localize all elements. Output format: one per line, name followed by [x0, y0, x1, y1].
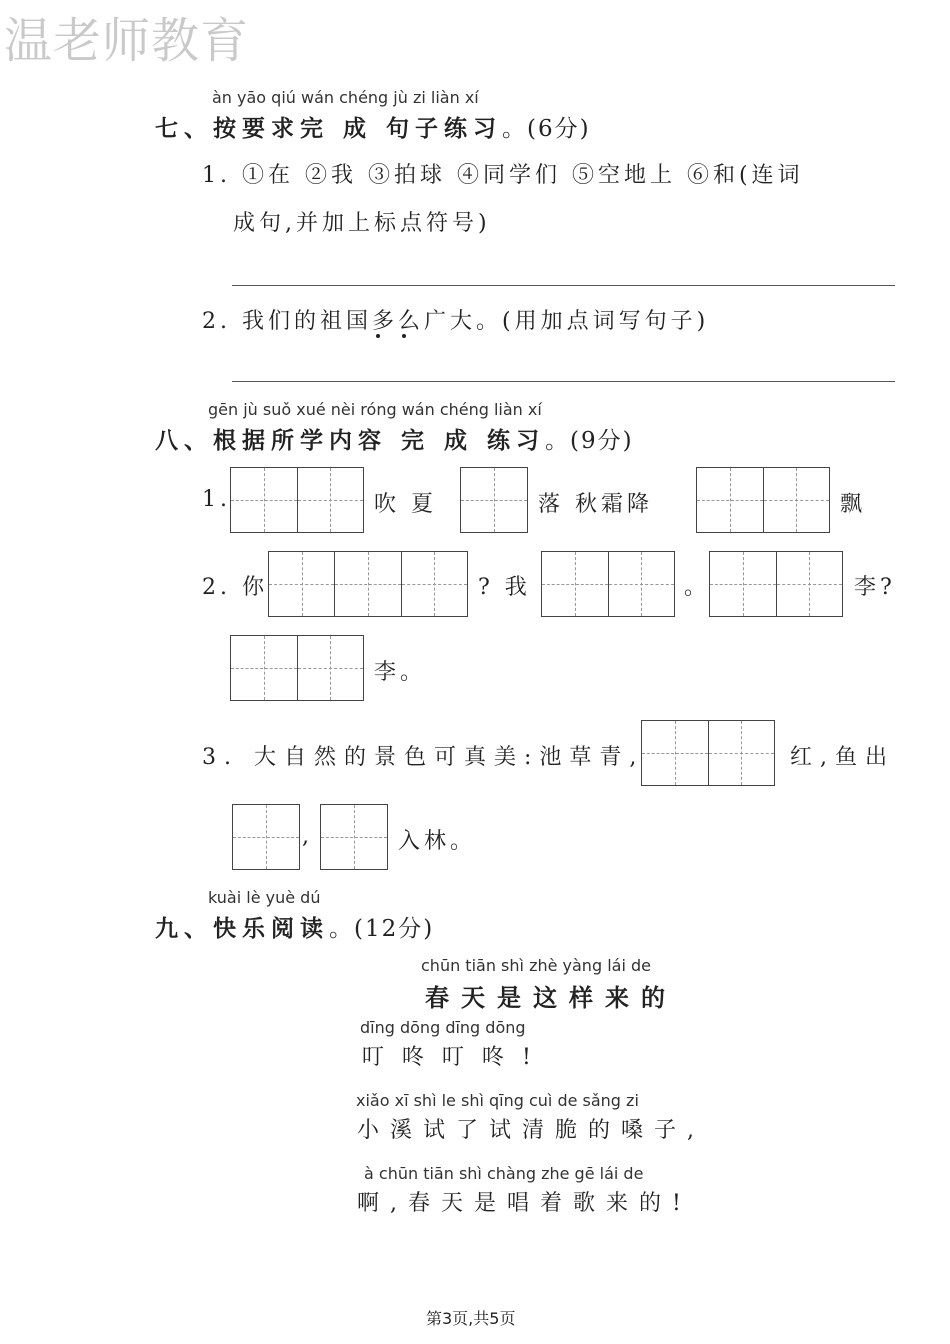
sec8-q2-text4: 李。 [374, 660, 427, 685]
sec8-q1-text1: 吹 夏 [374, 492, 437, 517]
sec7-q2: 2. 我们的祖国多么广大。(用加点词写句子) [202, 309, 710, 334]
sec7-q1-answer-line[interactable] [232, 285, 895, 286]
writing-grid[interactable] [320, 804, 388, 870]
sec7-title-text: 七、按要求完 成 句子练习 [155, 115, 503, 142]
writing-grid[interactable] [460, 467, 528, 533]
sec9-title [155, 910, 434, 943]
writing-grid[interactable] [541, 551, 675, 617]
sec9-score: 。(12分) [329, 916, 435, 942]
sec8-q3-text2: 入林。 [398, 829, 477, 854]
emphasis-dot [402, 334, 406, 338]
sec9-title-pinyin: kuài lè yuè dú [208, 888, 321, 907]
writing-grid[interactable] [268, 551, 468, 617]
sec7-score: 。(6分) [502, 116, 591, 142]
writing-grid[interactable] [709, 551, 843, 617]
sec8-score: 。(9分) [545, 428, 634, 454]
sec7-title-pinyin: àn yāo qiú wán chéng jù zi liàn xí [212, 88, 479, 107]
sec8-title-text: 八、根据所学内容 完 成 练习 [155, 427, 546, 454]
writing-grid[interactable] [230, 635, 364, 701]
poem-line: 叮咚叮咚! [362, 1045, 549, 1070]
poem-line-pinyin: dīng dōng dīng dōng [360, 1018, 526, 1037]
sec9-title-text: 九、快乐阅读 [155, 915, 329, 942]
sec8-q1-number: 1. [202, 487, 231, 512]
sec8-q3-text: 3. 大自然的景色可真美:池草青, [202, 745, 645, 770]
page-footer: 第3页,共5页 [426, 1309, 516, 1328]
sec8-q3-comma: , [302, 824, 313, 849]
writing-grid[interactable] [641, 720, 775, 786]
watermark: 温老师教育 [4, 13, 250, 69]
sec7-q1-line1: 1. ①在 ②我 ③拍球 ④同学们 ⑤空地上 ⑥和(连词 [202, 163, 804, 188]
sec8-q2-text3: 李? [854, 575, 896, 600]
poem-title: 春天是这样来的 [425, 983, 677, 1012]
sec8-q2-text1: ? 我 [478, 575, 531, 600]
sec8-title-pinyin: gēn jù suǒ xué nèi róng wán chéng liàn xí [208, 400, 542, 419]
sec7-title [155, 110, 591, 143]
writing-grid[interactable] [696, 467, 830, 533]
emphasis-dot [376, 334, 380, 338]
poem-title-pinyin: chūn tiān shì zhè yàng lái de [421, 956, 651, 975]
poem-line: 小溪试了试清脆的嗓子, [357, 1118, 705, 1143]
writing-grid[interactable] [232, 804, 300, 870]
poem-line-pinyin: à chūn tiān shì chàng zhe gē lái de [364, 1164, 644, 1183]
sec8-q2-text2: 。 [684, 575, 711, 600]
sec8-q1-text2: 落 秋霜降 [538, 492, 653, 517]
sec8-q2-number: 2. 你 [202, 575, 268, 600]
sec7-q2-answer-line[interactable] [232, 381, 895, 382]
sec8-q1-text3: 飘 [840, 492, 867, 517]
sec7-q1-line2: 成句,并加上标点符号) [233, 211, 491, 236]
poem-line: 啊,春天是唱着歌来的! [357, 1191, 692, 1216]
sec8-title [155, 422, 634, 455]
sec8-q3-text1: 红,鱼出 [790, 745, 895, 770]
poem-line-pinyin: xiǎo xī shì le shì qīng cuì de sǎng zi [356, 1091, 639, 1110]
writing-grid[interactable] [230, 467, 364, 533]
